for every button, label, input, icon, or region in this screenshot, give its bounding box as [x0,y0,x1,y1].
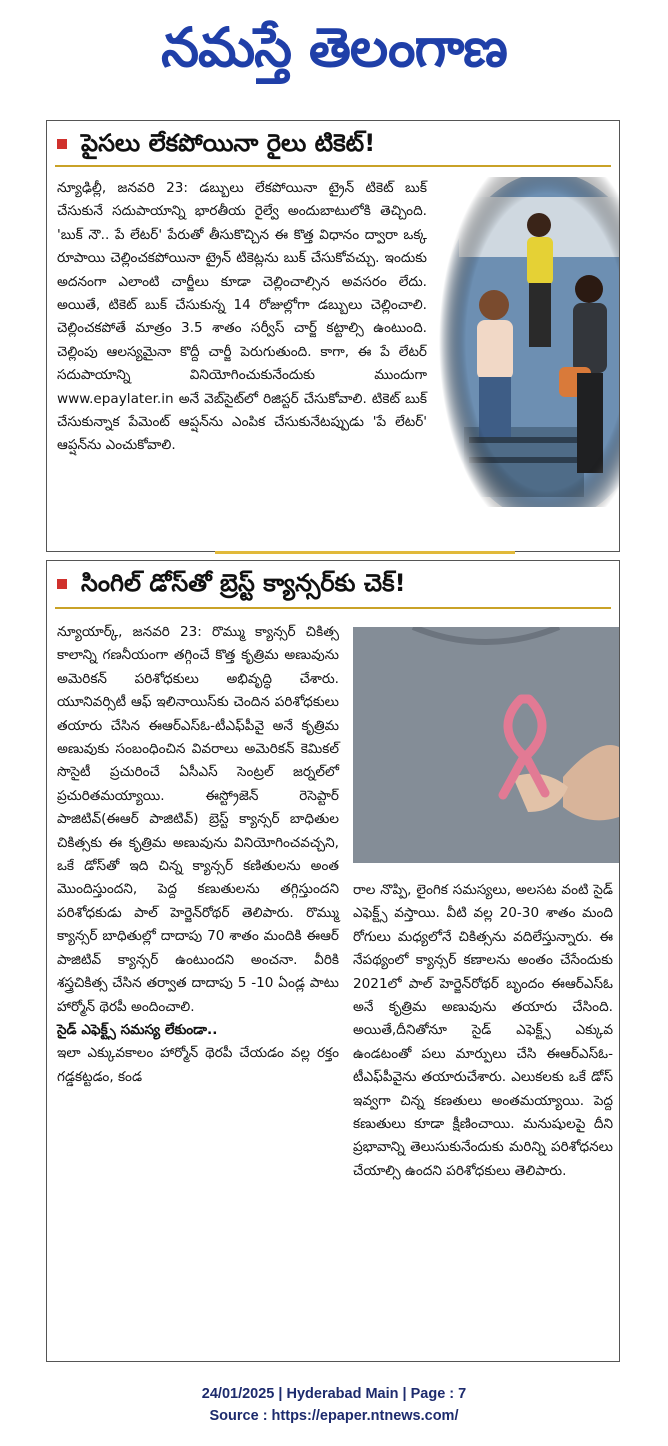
article-cancer-headline: సింగిల్ డోస్‌తో బ్రెస్ట్ క్యాన్సర్‌కు చెక్! [57,569,406,603]
passengers-train-photo [439,177,619,507]
article-breast-cancer [46,560,620,1362]
footer-source-link[interactable]: Source : https://epaper.ntnews.com/ [209,1408,459,1424]
article-cancer-subhead: సైడ్ ఎఫెక్ట్స్ సమస్య లేకుండా.. [57,1021,218,1038]
masthead-title: నమస్తే తెలంగాణ [161,16,507,79]
pink-ribbon-illustration [353,627,619,863]
article-railway [46,120,620,552]
article-cancer-body-left-tail: ఇలా ఎక్కువకాలం హార్మోన్ థెరపీ చేయడం వల్ల రక్తం గడ్డకట్టడం, కండ [57,1045,339,1085]
article-railway-headline: పైసలు లేకపోయినా రైలు టికెట్! [57,129,375,163]
article-railway-body: న్యూఢిల్లీ, జనవరి 23: డబ్బులు లేకపోయినా ట్రైన్ టికెట్ బుక్ చేసుకునే సదుపాయాన్ని భారతీయ రైల్వే అందుబాటులోకి తెచ్చింది. 'బుక్ నౌ.. పే లేటర్' పేరుతో తీసుకొచ్చిన ఈ కొత్త విధానం ద్వారా ఒక్క రూపాయి చెల్లించకపోయినా ట్రైన్ టికెట్లను బుక్ చేసుకోవచ్చు. ఇందుకు అదనంగా ఎలాంటి చార్జీలు కూడా చెల్లించాల్సిన అవసరం లేదు. అయితే, టికెట్ బుక్ చేసుకున్న 14 రోజుల్లోగా డబ్బులు చెల్లించాలి. చెల్లించకపోతే మాత్రం 3.5 శాతం సర్వీస్ చార్జ్ కట్టాల్సి ఉంటుంది. చెల్లింపు ఆలస్యమైనా కొద్దీ చార్జీ పెరుగుతుంది. కాగా, ఈ పే లేటర్ సదుపాయాన్ని వినియోగించుకునేందుకు ముందుగా www.epaylater.in అనే వెబ్‌సైట్‌లో రిజిస్టర్ చేసుకోవాలి. టికెట్ బుక్ చేసుకున్నాక పేమెంట్ ఆప్షన్‌ను ఎంపిక చేసుకునేటప్పుడు 'పే లేటర్' ఆప్షన్‌ను ఎంచుకోవాలి. [57,180,427,454]
section-divider-bar [215,551,515,554]
passengers-illustration [439,177,619,507]
headline-divider [55,607,611,609]
article-cancer-left-column [57,621,339,1089]
headline-divider [55,165,611,167]
pink-ribbon-photo [353,627,619,863]
article-cancer-body-right: రాల నొప్పి, లైంగిక సమస్యలు, అలసట వంటి సైడ్ ఎఫెక్ట్స్ వస్తాయి. వీటి వల్ల 20-30 శాతం మంది రోగులు మధ్యలోనే చికిత్సను వదిలేస్తున్నారు. ఈ నేపథ్యంలో క్యాన్సర్ కణాలను అంతం చేసేందుకు 2021లో పాల్ హెర్జెన్‌రోథర్ బృందం ఈఆర్ఎస్ఓ అనే కృత్రిమ అణువును తయారు చేసింది. అయితే,దీనితోనూ సైడ్ ఎఫెక్ట్స్ ఎక్కువ ఉండటంతో పలు మార్పులు చేసి ఈఆర్ఎస్ఓ-టీఎఫ్‌పీవైను తయారుచేశారు. ఎలుకలకు ఒకే డోస్ ఇవ్వగా చిన్న కణతులు అంతమయ్యాయి. పెద్ద కణుతులు కూడా క్షీణించాయి. మనుషులపై దీని ప్రభావాన్ని తెలుసుకునేందుకు మరిన్ని పరిశోధనలు చేయాల్సి ఉందని పరిశోధకులు తెలిపారు. [353,882,613,1179]
footer-date-edition: 24/01/2025 | Hyderabad Main | Page : 7 [201,1386,467,1402]
article-cancer-body-left: న్యూయార్క్, జనవరి 23: రొమ్ము క్యాన్సర్ చికిత్స కాలాన్ని గణనీయంగా తగ్గించే కొత్త కృత్రిమ అణువును అమెరికన్ పరిశోధకులు అభివృద్ధి చేశారు. యూనివర్సిటీ ఆఫ్ ఇలినాయిస్‌కు చెందిన పరిశోధకులు తయారు చేసిన ఈఆర్ఎస్ఓ-టీఎఫ్‌పీవై అనే కృత్రిమ అణువుకు సంబంధించిన వివరాలు అమెరికన్ కెమికల్ సొసైటీ ప్రచురించే ఏసీఎస్ సెంట్రల్ జర్నల్‌లో ప్రచురితమయ్యాయి. ఈస్ట్రోజెన్ రెసెప్టార్ పాజిటివ్(ఈఆర్ పాజిటివ్) బ్రెస్ట్ క్యాన్సర్ బాధితుల చికిత్సకు ఈ కృత్రిమ అణువును వినియోగించవచ్చని, ఒకే డోస్‌తో ఇది చిన్న క్యాన్సర్ కణితులను అంత మొందిస్తుందని, పెద్ద కణుతులను తగ్గిస్తుందని పరిశోధకుడు పాల్ హెర్జెన్‌రోథర్ తెలిపారు. రొమ్ము క్యాన్సర్ బాధితుల్లో దాదాపు 70 శాతం మందికి ఈఆర్ పాజిటివ్ క్యాన్సర్ ఉంటుందని అంచనా. వీరికి శస్త్రచికిత్స చేసిన తర్వాత దాదాపు 5 -10 ఏండ్ల పాటు హార్మోన్ థెరపీ అందించాలి. [57,624,339,1015]
bullet-square-icon [57,139,67,149]
bullet-square-icon [57,579,67,589]
